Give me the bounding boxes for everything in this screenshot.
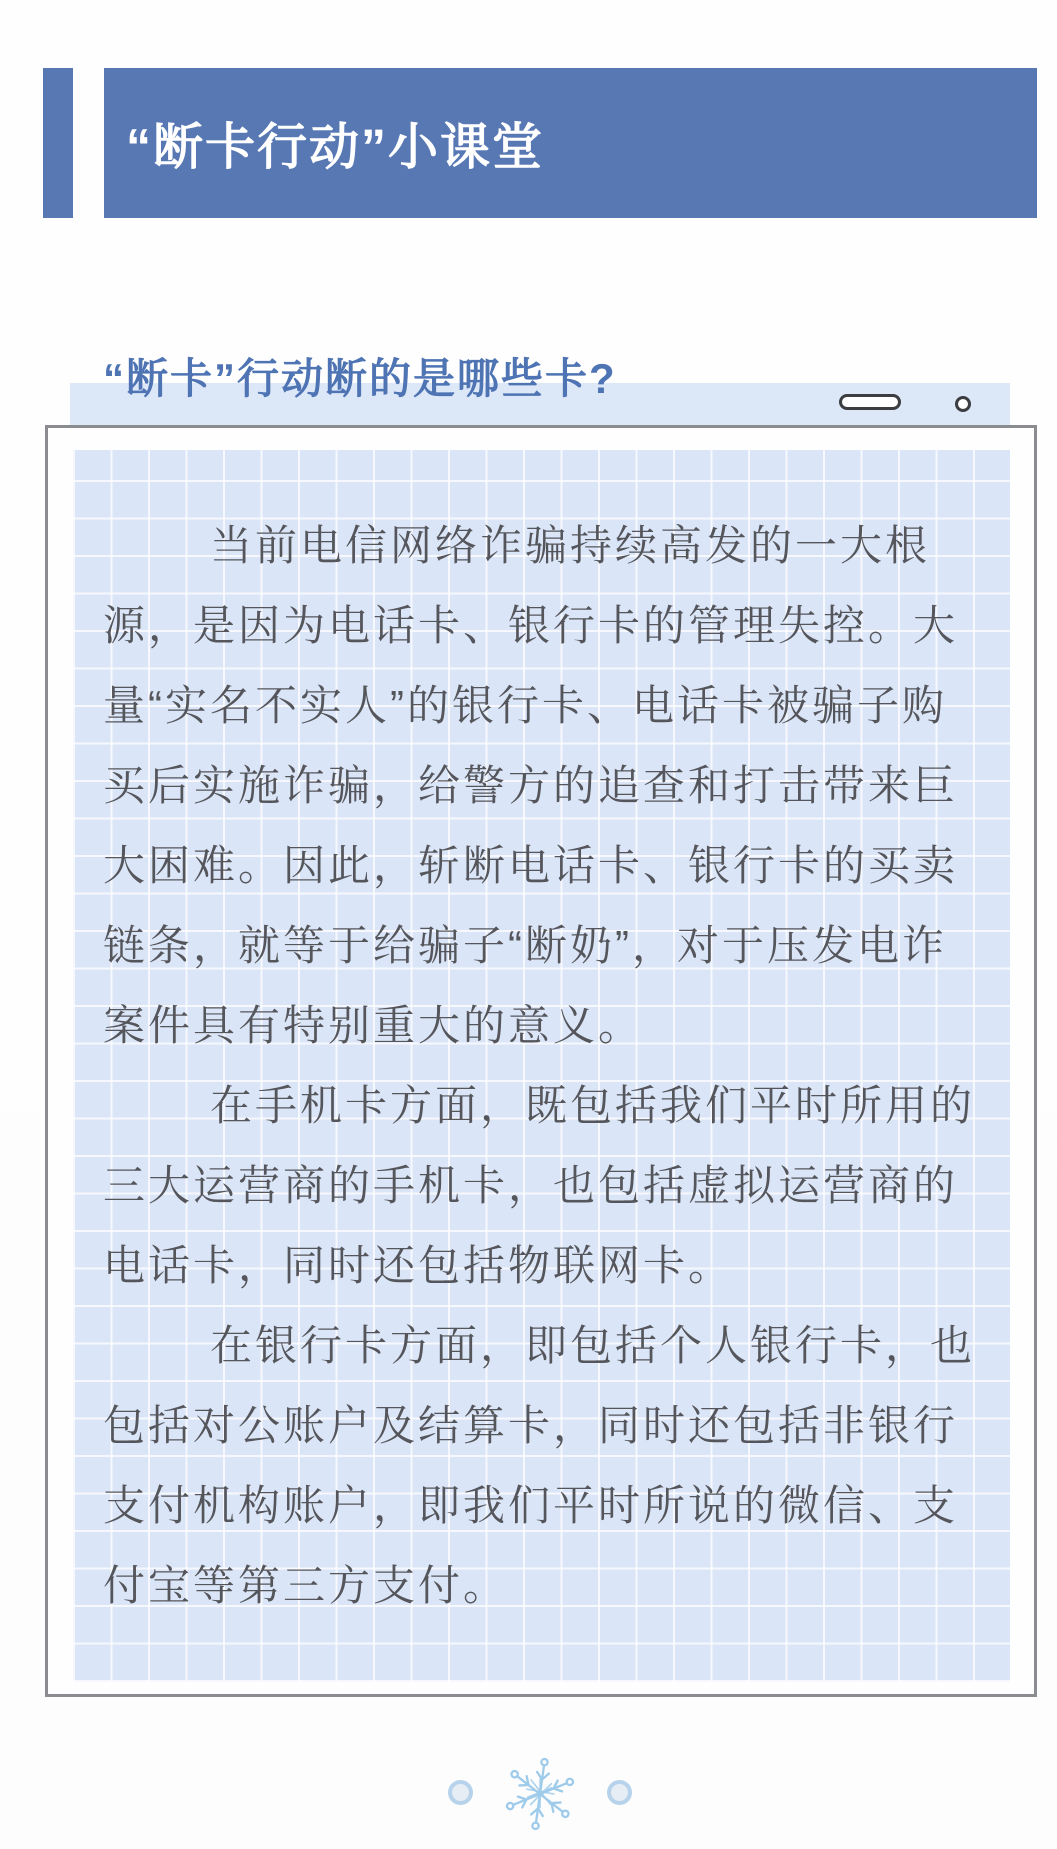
article-text-line: 在银行卡方面，即包括个人银行卡，也	[210, 1322, 976, 1369]
phone-speaker-icon	[839, 394, 901, 410]
page-title: “断卡行动”小课堂	[126, 119, 544, 175]
section-subtitle: “断卡”行动断的是哪些卡?	[103, 355, 617, 402]
article-text-line: 三大运营商的手机卡，也包括虚拟运营商的	[103, 1162, 959, 1209]
phone-camera-icon	[955, 396, 971, 412]
article-text-line: 电话卡，同时还包括物联网卡。	[103, 1242, 734, 1289]
article-text-line: 在手机卡方面，既包括我们平时所用的	[210, 1082, 976, 1129]
article-text-line: 案件具有特别重大的意义。	[103, 1002, 644, 1049]
snowflake-icon	[501, 1755, 579, 1833]
article-text-line: 当前电信网络诈骗持续高发的一大根	[210, 522, 931, 569]
article-body	[103, 506, 1003, 1626]
article-text-line: 支付机构账户，即我们平时所说的微信、支	[103, 1482, 959, 1529]
header-banner	[104, 68, 1037, 218]
article-text-line: 买后实施诈骗，给警方的追查和打击带来巨	[103, 762, 959, 809]
dot-icon	[607, 1780, 632, 1805]
header-accent-bar	[43, 68, 73, 218]
dot-icon	[448, 1780, 473, 1805]
article-text-line: 付宝等第三方支付。	[103, 1562, 509, 1609]
article-text-line: 包括对公账户及结算卡，同时还包括非银行	[103, 1402, 959, 1449]
article-text-line: 大困难。因此，斩断电话卡、银行卡的买卖	[103, 842, 959, 889]
article-text-line: 量“实名不实人”的银行卡、电话卡被骗子购	[103, 682, 947, 729]
article-text-line: 链条，就等于给骗子“断奶”，对于压发电诈	[103, 922, 947, 969]
article-text-line: 源，是因为电话卡、银行卡的管理失控。大	[103, 602, 959, 649]
